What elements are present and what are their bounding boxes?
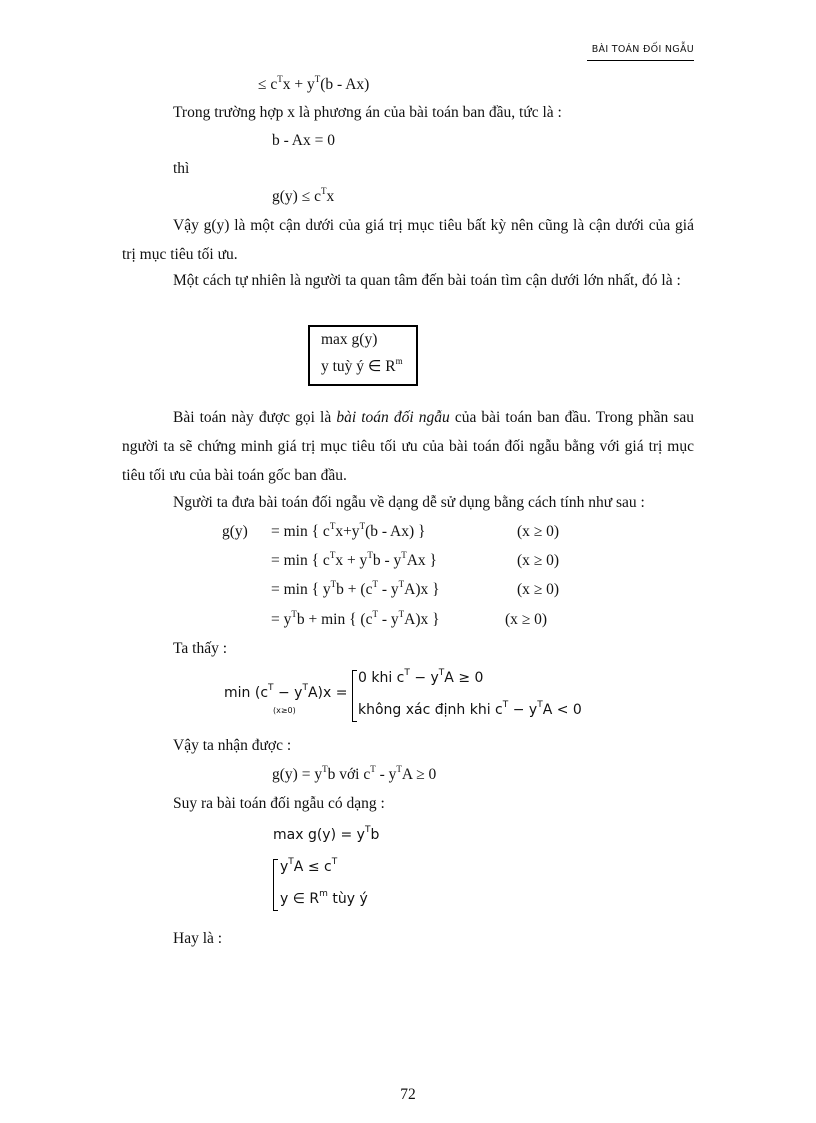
min-subscript: (x≥0)	[273, 706, 296, 715]
derivation-cond-4: (x ≥ 0)	[505, 611, 548, 628]
ta-thay: Ta thấy :	[173, 640, 228, 657]
derivation-cond-3: (x ≥ 0)	[517, 581, 560, 598]
dual-problem-box	[308, 325, 418, 386]
result-line: $g(y) = y^Tb$ với $c^T - y^TA \ge 0$	[272, 764, 437, 783]
min-lhs: $\min (c^T - y^TA)x$ =	[224, 683, 348, 701]
suy-ra: Suy ra bài toán đối ngẫu có dạng :	[173, 795, 385, 812]
bracket-bottom	[352, 721, 357, 722]
equation-b-ax: b - Ax = 0	[272, 132, 335, 149]
derivation-row-4: = $y^Tb + \min$ { $(c^T - y^TA)x$ }	[271, 609, 440, 628]
inequality-line: ≤ $c^Tx + y^T(b - Ax)$	[258, 74, 370, 93]
dual-constraint-2: y ∈ $R^m$ tùy ý	[280, 889, 368, 907]
constraint-brace	[273, 859, 274, 911]
box-max-g: max g(y)	[321, 331, 378, 348]
running-header: BÀI TOÁN ĐỐI NGẪU	[591, 44, 694, 55]
derivation-cond-2: (x ≥ 0)	[517, 552, 560, 569]
box-y-any: y tuỳ ý ∈ $R^m$	[321, 356, 403, 375]
g-lower-bound: $g(y) \le c^Tx$	[272, 186, 335, 205]
dual-objective: $\max g(y) = y^Tb$	[273, 825, 380, 843]
paragraph-lower-bound: Vậy g(y) là một cận dưới của giá trị mục tiêu bất kỳ nên cũng là cận dưới của giá trị mục tiêu tối ưu.	[122, 217, 694, 263]
case-undefined: không xác định khi $c^T - y^TA < 0$	[358, 700, 582, 718]
dual-constraint-1: $y^TA \le c^T$	[280, 857, 338, 875]
paragraph-transform: Người ta đưa bài toán đối ngẫu về dạng dễ sử dụng bằng cách tính như sau :	[173, 494, 645, 511]
paragraph-max-lower-bound: Một cách tự nhiên là người ta quan tâm đến bài toán tìm cận dưới lớn nhất, đó là :	[173, 272, 681, 289]
vay-ta-nhan-duoc: Vậy ta nhận được :	[173, 737, 292, 754]
g-of-y-label: g(y)	[222, 523, 248, 540]
hay-la: Hay là :	[173, 930, 223, 947]
derivation-row-3: = min { $y^Tb + (c^T - y^TA)x$ }	[271, 579, 440, 598]
derivation-cond-1: (x ≥ 0)	[517, 523, 560, 540]
bracket-top	[352, 670, 357, 671]
case-nonneg: 0 khi $c^T - y^TA \ge 0$	[358, 668, 484, 686]
brace-bottom	[273, 910, 278, 911]
paragraph-dual-definition: Bài toán này được gọi là bài toán đối ngẫu của bài toán ban đầu. Trong phần sau người ta sẽ chứng minh giá trị mục tiêu tối ưu của bài toán đối ngẫu bằng với giá trị mục tiêu tối ưu của bài toán gốc ban đầu.	[122, 409, 695, 484]
brace-top	[273, 859, 278, 860]
derivation-row-2: = min { $c^Tx + y^Tb - y^TAx$ }	[271, 550, 437, 569]
derivation-row-1: = min { $c^Tx+y^T(b - Ax)$ }	[271, 521, 426, 540]
header-underline	[587, 60, 694, 61]
word-thi: thì	[173, 160, 190, 177]
piecewise-bracket	[352, 670, 353, 722]
paragraph-case: Trong trường hợp x là phương án của bài toán ban đầu, tức là :	[173, 104, 562, 121]
page-number: 72	[400, 1086, 416, 1103]
